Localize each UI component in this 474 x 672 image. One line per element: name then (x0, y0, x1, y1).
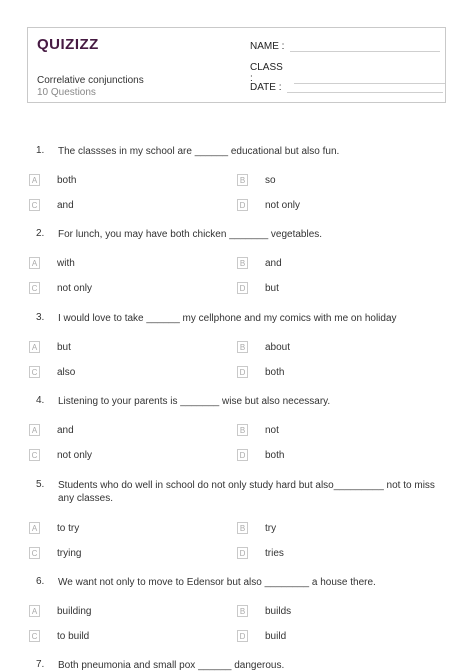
name-field[interactable] (250, 41, 440, 52)
option-letter-box: D (237, 199, 248, 211)
option-text: not (265, 424, 279, 436)
class-field[interactable] (250, 62, 445, 84)
option-letter-box: A (29, 605, 40, 617)
option-letter-box: A (29, 174, 40, 186)
answer-option[interactable] (29, 547, 81, 559)
option-letter-box: C (29, 630, 40, 642)
question-number: 7. (36, 659, 45, 670)
answer-option[interactable] (29, 424, 74, 436)
answer-option[interactable] (237, 257, 282, 269)
answer-option[interactable] (29, 522, 79, 534)
option-letter-box: A (29, 341, 40, 353)
question-text: Listening to your parents is _______ wise but also necessary. (58, 396, 331, 407)
date-line (287, 82, 443, 93)
option-text: but (265, 282, 279, 294)
option-text: both (265, 449, 285, 461)
option-letter-box: C (29, 366, 40, 378)
class-label: CLASS : (250, 62, 283, 84)
question-text: The classses in my school are ______ educational but also fun. (58, 146, 340, 157)
option-letter-box: B (237, 341, 248, 353)
answer-option[interactable] (237, 449, 284, 461)
option-text: about (265, 341, 291, 353)
option-letter-box: B (237, 605, 248, 617)
name-label: NAME : (250, 41, 285, 52)
option-text: to build (57, 630, 90, 642)
option-letter-box: C (29, 547, 40, 559)
answer-option[interactable] (237, 199, 300, 211)
option-text: tries (265, 547, 284, 559)
answer-option[interactable] (237, 366, 284, 378)
answer-option[interactable] (29, 449, 92, 461)
answer-option[interactable] (29, 341, 71, 353)
option-letter-box: A (29, 522, 40, 534)
option-letter-box: A (29, 424, 40, 436)
option-text: both (265, 366, 285, 378)
question-text: Both pneumonia and small pox ______ dangerous. (58, 660, 285, 671)
option-letter-box: D (237, 547, 248, 559)
name-line (290, 41, 440, 52)
answer-option[interactable] (29, 630, 89, 642)
option-letter-box: A (29, 257, 40, 269)
answer-option[interactable] (29, 605, 91, 617)
option-text: not only (265, 199, 301, 211)
question-count: 10 Questions (37, 87, 96, 98)
option-text: and (57, 199, 74, 211)
option-text: building (57, 605, 92, 617)
question-number: 6. (36, 576, 45, 587)
option-text: try (265, 522, 277, 534)
question-text: We want not only to move to Edensor but also ________ a house there. (58, 577, 376, 588)
option-text: not only (57, 282, 93, 294)
option-letter-box: B (237, 522, 248, 534)
answer-option[interactable] (237, 282, 279, 294)
question-number: 4. (36, 395, 45, 406)
question-number: 2. (36, 228, 45, 239)
option-text: and (265, 257, 282, 269)
quizizz-logo: QUIZIZZ (37, 36, 99, 53)
question-text: For lunch, you may have both chicken _______ vegetables. (58, 229, 323, 240)
option-text: also (57, 366, 76, 378)
answer-option[interactable] (29, 257, 75, 269)
option-text: so (265, 174, 276, 186)
option-text: not only (57, 449, 93, 461)
option-letter-box: C (29, 449, 40, 461)
option-text: trying (57, 547, 82, 559)
option-letter-box: C (29, 199, 40, 211)
option-text: to try (57, 522, 80, 534)
worksheet-title: Correlative conjunctions (37, 75, 144, 86)
option-text: with (57, 257, 75, 269)
answer-option[interactable] (237, 630, 286, 642)
option-letter-box: D (237, 366, 248, 378)
answer-option[interactable] (237, 424, 279, 436)
question-number: 3. (36, 312, 45, 323)
option-letter-box: D (237, 630, 248, 642)
question-text: I would love to take ______ my cellphone and my comics with me on holiday (58, 313, 397, 324)
question-number: 5. (36, 479, 45, 490)
answer-option[interactable] (237, 605, 291, 617)
answer-option[interactable] (237, 522, 276, 534)
option-letter-box: B (237, 424, 248, 436)
option-letter-box: D (237, 449, 248, 461)
worksheet-header (27, 27, 446, 103)
option-text: both (57, 174, 77, 186)
answer-option[interactable] (29, 199, 74, 211)
option-letter-box: D (237, 282, 248, 294)
question-number: 1. (36, 145, 45, 156)
option-text: and (57, 424, 74, 436)
option-text: but (57, 341, 71, 353)
option-text: builds (265, 605, 292, 617)
answer-option[interactable] (29, 366, 75, 378)
answer-option[interactable] (237, 174, 276, 186)
date-field[interactable] (250, 82, 443, 93)
answer-option[interactable] (29, 282, 92, 294)
answer-option[interactable] (237, 547, 284, 559)
answer-option[interactable] (237, 341, 290, 353)
option-letter-box: B (237, 174, 248, 186)
option-letter-box: C (29, 282, 40, 294)
answer-option[interactable] (29, 174, 76, 186)
option-letter-box: B (237, 257, 248, 269)
question-text: Students who do well in school do not only study hard but also_________ not to miss any classes. (58, 480, 435, 504)
date-label: DATE : (250, 82, 282, 93)
option-text: build (265, 630, 287, 642)
